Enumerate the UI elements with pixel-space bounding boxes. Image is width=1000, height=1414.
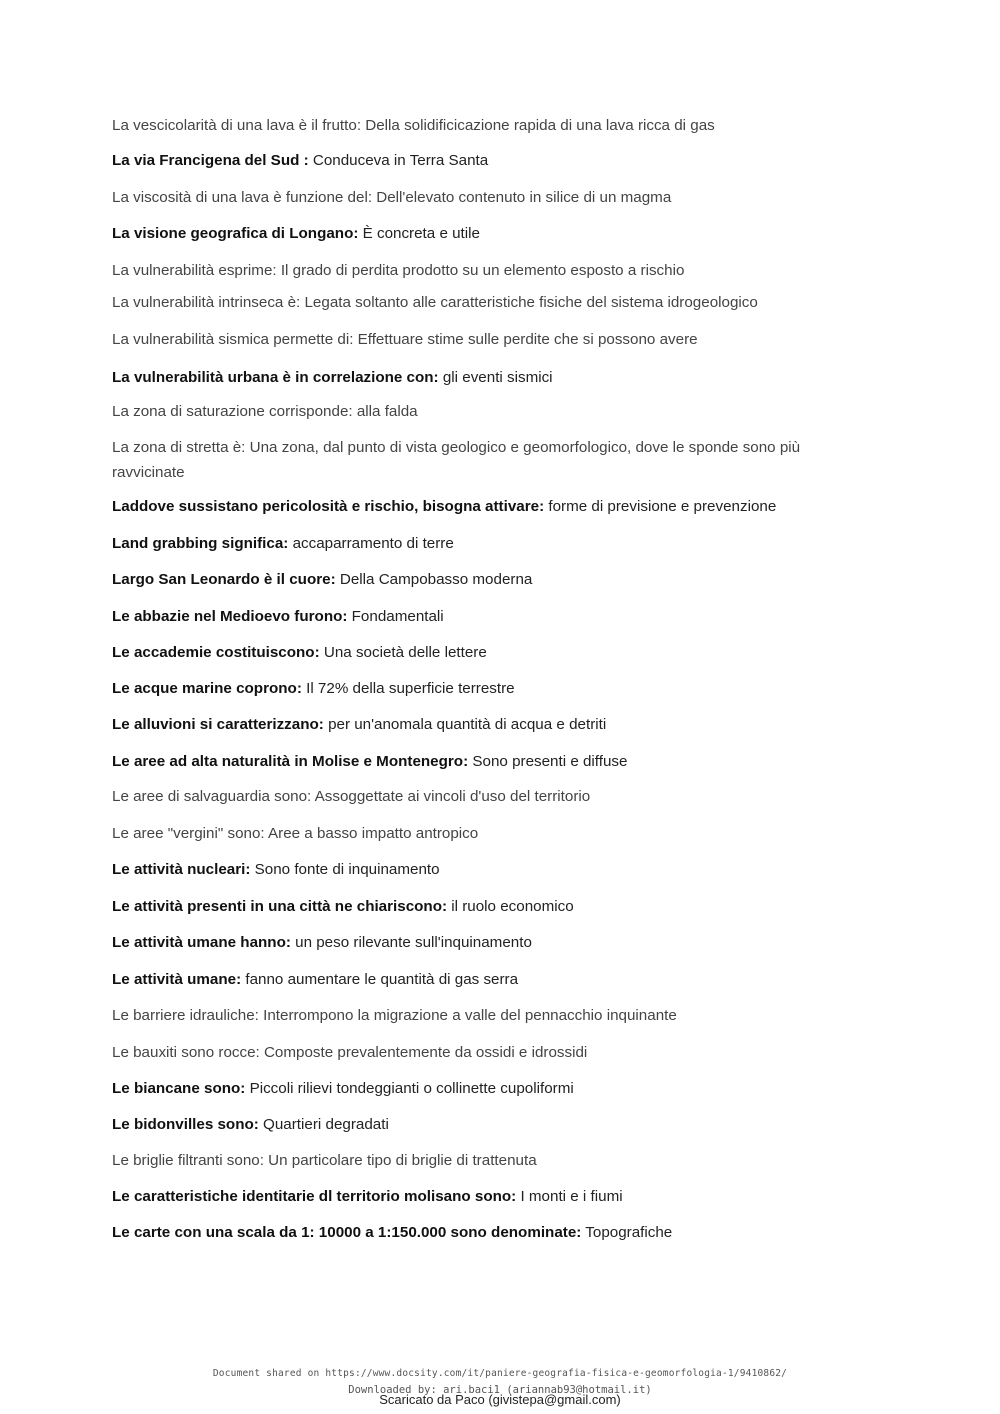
entry-answer: Piccoli rilievi tondeggianti o collinette cupoliformi (245, 1080, 574, 1097)
entry-question: Laddove sussistano pericolosità e rischio, bisogna attivare: (112, 498, 545, 515)
entry-answer: gli eventi sismici (438, 369, 553, 386)
entry-question: Le attività nucleari: (112, 861, 251, 878)
footer-shared-line (0, 1363, 1000, 1381)
entry-question: La via Francigena del Sud : (112, 152, 309, 169)
footer-shared-text: Document shared on https://www.docsity.com/it/paniere-geografia-fisica-e-geomorfologia-1/9410862/ (212, 1368, 788, 1379)
entry-answer: il ruolo economico (447, 898, 574, 915)
entry-3: La viscosità di una lava è funzione del: Dell'elevato contenuto in silice di un magma (112, 189, 672, 206)
entry-10: La zona di stretta è: Una zona, dal punto di vista geologico e geomorfologico, dove le sponde sono più ravvicinate (112, 439, 801, 481)
entry-31 (112, 1220, 852, 1245)
entry-21 (112, 857, 852, 882)
entry-answer: Della Campobasso moderna (335, 571, 533, 588)
entry-23 (112, 930, 852, 955)
entry-answer: Sono presenti e diffuse (468, 753, 628, 770)
entry-25: Le barriere idrauliche: Interrompono la migrazione a valle del pennacchio inquinante (112, 1007, 677, 1024)
entry-answer: Quartieri degradati (258, 1116, 389, 1133)
entry-7: La vulnerabilità sismica permette di: Effettuare stime sulle perdite che si possono avere (112, 331, 698, 348)
entry-1: La vescicolarità di una lava è il frutto: Della solidificicazione rapida di una lava ricca di gas (112, 117, 715, 134)
entry-9: La zona di saturazione corrisponde: alla falda (112, 403, 418, 420)
entry-answer: forme di previsione e prevenzione (544, 498, 777, 515)
entry-question: Le caratteristiche identitarie dl territorio molisano sono: (112, 1188, 517, 1205)
entry-answer: fanno aumentare le quantità di gas serra (241, 971, 519, 988)
entry-5: La vulnerabilità esprime: Il grado di perdita prodotto su un elemento esposto a rischio (112, 262, 685, 279)
entry-question: Le bidonvilles sono: (112, 1116, 259, 1133)
entry-question: Le carte con una scala da 1: 10000 a 1:150.000 sono denominate: (112, 1224, 582, 1241)
entry-18 (112, 749, 852, 774)
entry-answer: Sono fonte di inquinamento (250, 861, 440, 878)
entry-question: Le abbazie nel Medioevo furono: (112, 608, 348, 625)
entry-2 (112, 148, 852, 173)
entry-22 (112, 894, 852, 919)
entry-12 (112, 531, 852, 556)
entry-8 (112, 365, 852, 390)
entry-question: Le alluvioni si caratterizzano: (112, 716, 324, 733)
entry-answer: Il 72% della superficie terrestre (301, 680, 515, 697)
entry-question: La vulnerabilità urbana è in correlazione con: (112, 369, 439, 386)
entry-answer: È concreta e utile (358, 225, 480, 242)
entry-15 (112, 640, 852, 665)
entry-11 (112, 494, 852, 519)
entry-27 (112, 1076, 852, 1101)
entry-17 (112, 712, 852, 737)
entry-answer: un peso rilevante sull'inquinamento (290, 934, 532, 951)
footer-scaricato-line (0, 1391, 1000, 1409)
entry-answer: per un'anomala quantità di acqua e detriti (323, 716, 607, 733)
entry-answer: I monti e i fiumi (516, 1188, 623, 1205)
entry-question: Largo San Leonardo è il cuore: (112, 571, 336, 588)
entry-question: La visione geografica di Longano: (112, 225, 359, 242)
entry-question: Le attività umane hanno: (112, 934, 291, 951)
entry-question: Le acque marine coprono: (112, 680, 302, 697)
entry-answer: Fondamentali (347, 608, 444, 625)
entry-question: Le attività presenti in una città ne chiariscono: (112, 898, 448, 915)
entry-29: Le briglie filtranti sono: Un particolare tipo di briglie di trattenuta (112, 1152, 537, 1169)
entry-answer: Conduceva in Terra Santa (308, 152, 489, 169)
footer-scaricato-text: Scaricato da Paco (givistepa@gmail.com) (379, 1392, 621, 1407)
entry-answer: accaparramento di terre (288, 535, 454, 552)
entry-question: Le accademie costituiscono: (112, 644, 320, 661)
entry-20: Le aree "vergini" sono: Aree a basso impatto antropico (112, 825, 479, 842)
entry-26: Le bauxiti sono rocce: Composte prevalentemente da ossidi e idrossidi (112, 1044, 588, 1061)
entry-19: Le aree di salvaguardia sono: Assoggettate ai vincoli d'uso del territorio (112, 788, 591, 805)
entry-24 (112, 967, 852, 992)
entry-6: La vulnerabilità intrinseca è: Legata soltanto alle caratteristiche fisiche del sistema idrogeologico (112, 294, 758, 311)
entry-answer: Topografiche (581, 1224, 673, 1241)
entry-30 (112, 1184, 852, 1209)
entry-4 (112, 221, 852, 246)
entry-13 (112, 567, 852, 592)
entry-28 (112, 1112, 852, 1137)
entry-question: Land grabbing significa: (112, 535, 289, 552)
footer-downloaded-text: Downloaded by: ari.baci1 (ariannab93@hotmail.it) (348, 1384, 652, 1396)
entry-answer: Una società delle lettere (319, 644, 487, 661)
entry-14 (112, 604, 852, 629)
entry-16 (112, 676, 852, 701)
entry-question: Le aree ad alta naturalità in Molise e Montenegro: (112, 753, 469, 770)
entry-question: Le biancane sono: (112, 1080, 246, 1097)
entry-question: Le attività umane: (112, 971, 242, 988)
